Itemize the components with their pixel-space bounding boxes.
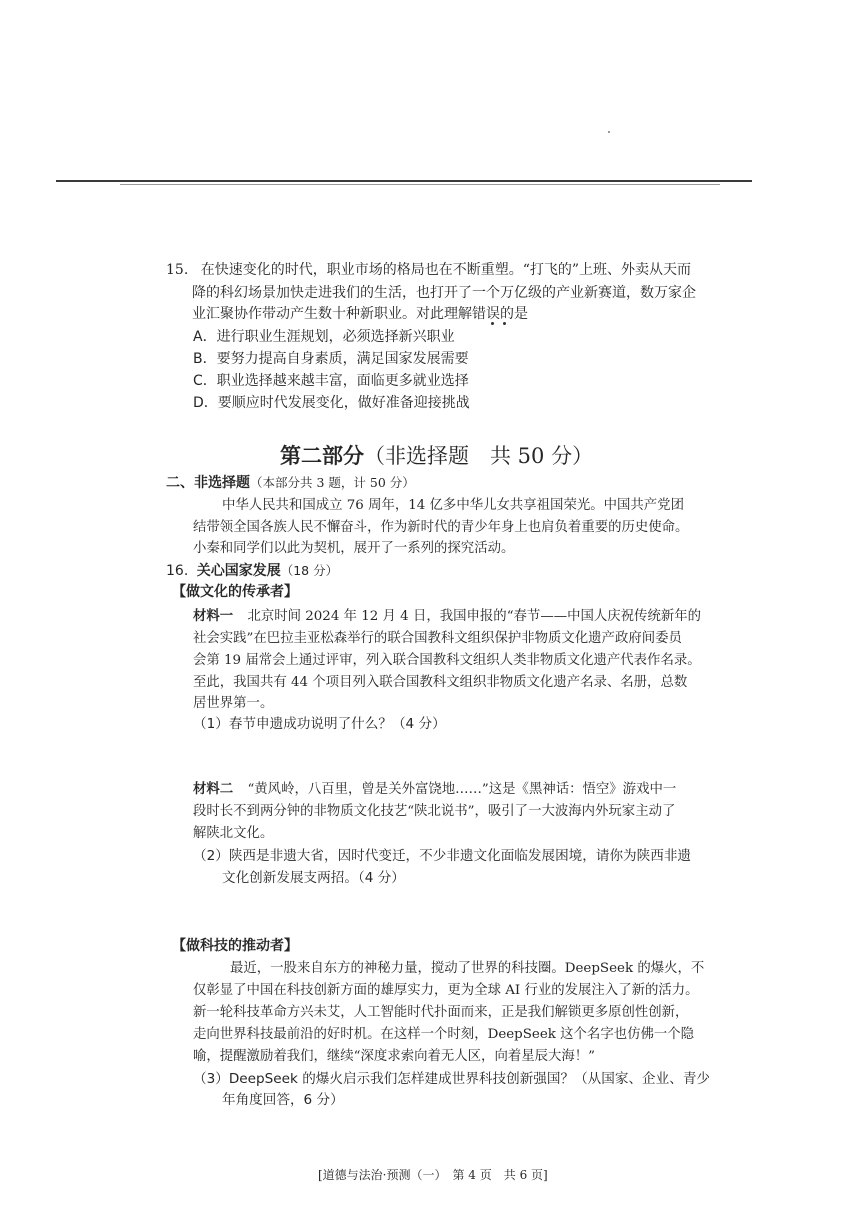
section2-heading-line (166, 472, 415, 492)
section2-heading: 二、非选择题 (166, 475, 250, 491)
block2-heading: 【做科技的推动者】 (172, 938, 298, 954)
q16-score: （18 分） (280, 563, 339, 578)
material1-text: 北京时间 2024 年 12 月 4 日，我国申报的“春节——中国人庆祝传统新年的 (247, 609, 702, 624)
block2-text-line-1: 最近，一股来自东方的神秘力量，搅动了世界的科技圈。DeepSeek 的爆火，不 (230, 961, 705, 976)
q16-number: 16. (166, 563, 189, 579)
section2-note: （本部分共 3 题，计 50 分） (250, 475, 415, 490)
block2-text-line-4: 走向世界科技最前沿的好时机。在这样一个时刻，DeepSeek 这个名字也仿佛一个隐 (193, 1027, 695, 1042)
block2-text-line-2: 仅彰显了中国在科技创新方面的雄厚实力，更为全球 AI 行业的发展注入了新的活力。 (193, 983, 699, 998)
q15-option-c: C．职业选择越来越丰富，面临更多就业选择 (193, 373, 469, 389)
q15-stem-text: 在快速变化的时代，职业市场的格局也在不断重塑。“打飞的”上班、外卖从天而 (200, 262, 692, 278)
material2-label: 材料二 (193, 782, 234, 797)
subquestion-3-line-1: （3）DeepSeek 的爆火启示我们怎样建成世界科技创新强国？（从国家、企业、青少 (193, 1071, 711, 1087)
part2-title (280, 440, 593, 470)
q15-option-d: D．要顺应时代发展变化，做好准备迎接挑战 (193, 395, 470, 411)
top-rule (56, 180, 752, 182)
block2-text-line-3: 新一轮科技革命方兴未艾，人工智能时代扑面而来，正是我们解锁更多原创性创新， (193, 1005, 689, 1020)
scan-speck (608, 131, 610, 133)
part2-title-main: 第二部分 (280, 443, 364, 468)
section2-intro-line-1: 中华人民共和国成立 76 周年，14 亿多中华儿女共享祖国荣光。中国共产党团 (222, 498, 684, 513)
page-footer: [道德与法治·预测（一） 第 4 页 共 6 页] (318, 1168, 548, 1182)
q15-option-a: A．进行职业生涯规划，必须选择新兴职业 (193, 329, 455, 345)
q16-title: 关心国家发展 (196, 563, 281, 579)
section2-intro-line-2: 结带领全国各族人民不懈奋斗，作为新时代的青少年身上也肩负着重要的历史使命。 (193, 520, 689, 535)
material2-line-1 (193, 778, 676, 797)
material2-text: “黄风岭，八百里，曾是关外富饶地……”这是《黑神话：悟空》游戏中一 (247, 782, 677, 797)
subquestion-2-line-2: 文化创新发展支两招。（4 分） (222, 870, 405, 886)
subquestion-3-line-2: 年角度回答，6 分） (222, 1092, 344, 1108)
block1-heading: 【做文化的传承者】 (172, 584, 298, 600)
subquestion-1: （1）春节申遗成功说明了什么？（4 分） (193, 716, 446, 732)
q16-title-line (166, 560, 338, 580)
q15-stem-line-2: 降的科幻场景加快走进我们的生活，也打开了一个万亿级的产业新赛道，数万家企 (192, 285, 696, 301)
material1-line-2: 社会实践”在巴拉圭亚松森举行的联合国教科文组织保护非物质文化遗产政府间委员 (193, 631, 682, 646)
q15-stem-line-3: 业汇聚协作带动产生数十种新职业。对此理解错误的是 (192, 306, 528, 322)
part2-title-paren: （非选择题 共 50 分） (364, 444, 594, 468)
material1-line-4: 至此，我国共有 44 个项目列入联合国教科文组织非物质文化遗产名录、名册，总数 (193, 675, 688, 690)
material2-line-3: 解陕北文化。 (193, 826, 274, 841)
q15-number: 15. (166, 262, 189, 278)
material1-label: 材料一 (193, 609, 234, 624)
material2-line-2: 段时长不到两分钟的非物质文化技艺“陕北说书”，吸引了一大波海内外玩家主动了 (193, 804, 676, 819)
q15-option-b: B．要努力提高自身素质，满足国家发展需要 (193, 351, 469, 367)
block2-text-line-5: 喻，提醒激励着我们，继续“深度求索向着无人区，向着星辰大海！” (193, 1049, 596, 1064)
q15-stem-line-1 (166, 259, 691, 279)
material1-line-3: 会第 19 届常会上通过评审，列入联合国教科文组织人类非物质文化遗产代表作名录。 (193, 653, 701, 668)
emphasis-dot (503, 322, 506, 325)
subquestion-2-line-1: （2）陕西是非遗大省，因时代变迁，不少非遗文化面临发展困境，请你为陕西非遗 (193, 848, 692, 864)
section2-intro-line-3: 小秦和同学们以此为契机，展开了一系列的探究活动。 (193, 541, 515, 556)
material1-line-5: 居世界第一。 (193, 696, 274, 711)
emphasis-dot (491, 322, 494, 325)
material1-line-1 (193, 605, 701, 624)
top-rule-shadow (120, 184, 720, 185)
